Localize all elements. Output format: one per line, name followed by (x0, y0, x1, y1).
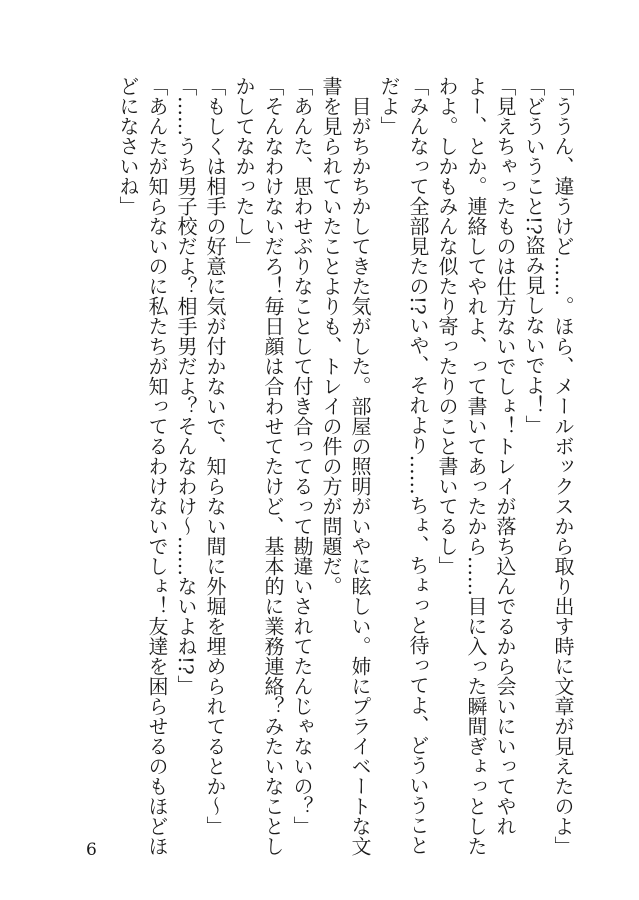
text-line: 「みんなって全部見たの!?いや、それより……ちょ、ちょっと待ってよ、どういうこと (406, 76, 430, 855)
text-line: 「見えちゃったものは仕方ないでしょ！トレイが落ち込んでるから会いにいってやれ (493, 76, 517, 836)
text-line: かしてなかったし」 (232, 76, 256, 256)
text-line: 「どういうこと!?盗み見しないでよ！」 (522, 76, 546, 435)
page-number: 6 (86, 840, 97, 860)
text-line: 「あんたが知らないのに私たちが知ってるわけないでしょ！友達を困らせるのもほどほ (145, 76, 169, 856)
text-line: どになさいね」 (116, 76, 140, 216)
text-line: わよ。しかもみんな似たり寄ったりのこと書いてるし」 (435, 76, 459, 576)
text-line: だよ」 (377, 76, 401, 136)
text-line: 「あんた、思わせぶりなことして付き合ってるって勘違いされてたんじゃないの？」 (290, 76, 314, 836)
text-line: よー、とか。連絡してやれよ、って書いてあったから……目に入った瞬間ぎょっとした (464, 76, 488, 856)
text-line: 「もしくは相手の好意に気が付かないで、知らない間に外堀を埋められてるとか〜」 (203, 76, 227, 836)
text-line: 「そんなわけないだろ！毎日顔は合わせてたけど、基本的に業務連絡？みたいなことし (261, 76, 285, 856)
text-line: 「ううん、違うけど……。ほら、メールボックスから取り出す時に文章が見えたのよ」 (551, 76, 575, 856)
text-line: 書を見られていたことよりも、トレイの件の方が問題だ。 (319, 76, 343, 596)
vertical-text-body (113, 76, 577, 856)
text-line: 目がちかちかしてきた気がした。部屋の照明がいやに眩しい。姉にプライベートな文 (348, 76, 372, 856)
text-line: 「……うち男子校だよ？相手男だよ？そんなわけ〜……ないよね!?」 (174, 76, 198, 695)
